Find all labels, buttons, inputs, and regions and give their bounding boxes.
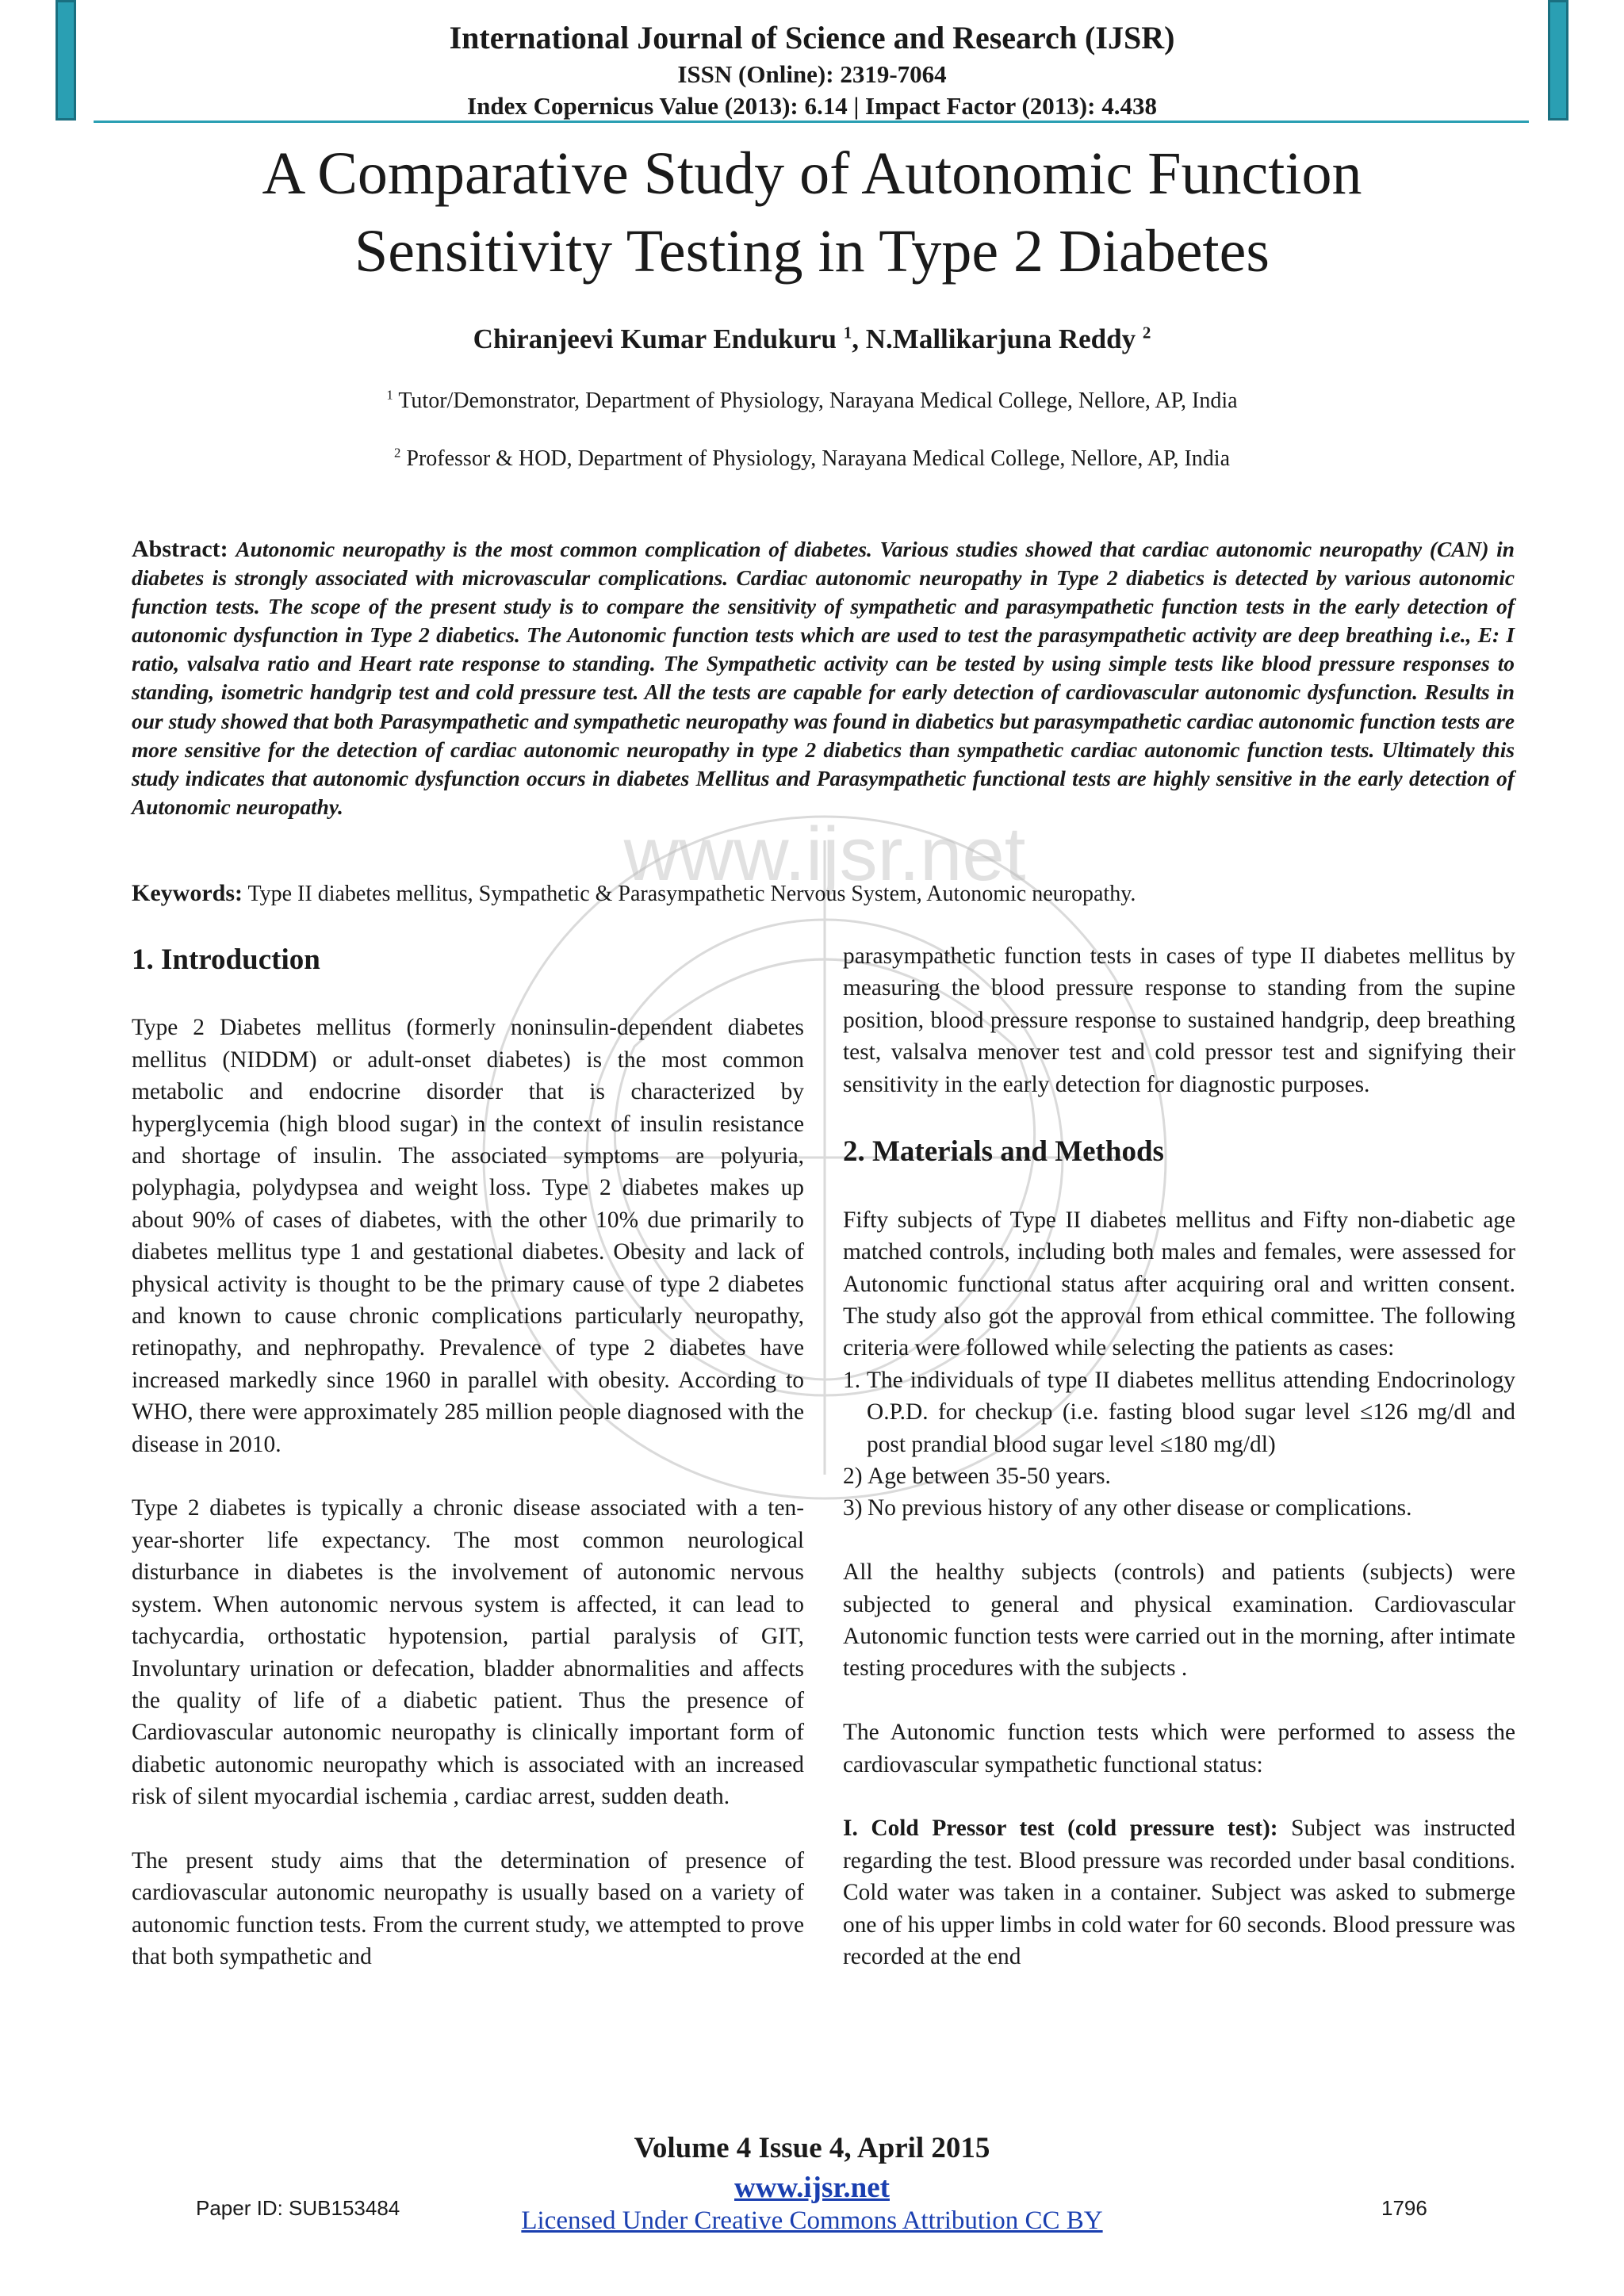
- author-list: [0, 323, 1624, 355]
- criteria-item-3-number: 3): [843, 1495, 863, 1521]
- abstract-text: Autonomic neuropathy is the most common complication of diabetes. Various studies showed that cardiac autonomic neuropathy (CAN) in diabetes is strongly associated with microvascular complications. Cardiac autonomic neuropathy in Type 2 diabetics is detected by various autonomic function tests. The scope of the present study is to compare the sensitivity of sympathetic and parasympathetic function tests in the early detection of autonomic dysfunction in Type 2 diabetics. The Autonomic function tests which are used to test the parasympathetic activity are deep breathing i.e., E: I ratio, valsalva ratio and Heart rate response to standing. The Sympathetic activity can be tested by using simple tests like blood pressure responses to standing, isometric handgrip test and cold pressure test. All the tests are capable for early detection of cardiovascular autonomic dysfunction. Results in our study showed that both Parasympathetic and sympathetic neuropathy was found in diabetics but parasympathetic cardiac autonomic function tests are more sensitive for the detection of cardiac autonomic neuropathy in type 2 diabetics than sympathetic cardiac autonomic function tests. Ultimately this study indicates that autonomic dysfunction occurs in diabetes Mellitus and Parasympathetic functional tests are highly sensitive in the early detection of Autonomic neuropathy.: [132, 538, 1515, 819]
- abstract: [132, 535, 1515, 821]
- affiliation-1: [0, 388, 1624, 414]
- footer-journal-link[interactable]: www.ijsr.net: [734, 2172, 890, 2204]
- journal-index: Index Copernicus Value (2013): 6.14 | Impact Factor (2013): 4.438: [467, 92, 1157, 120]
- methods-paragraph-2: All the healthy subjects (controls) and patients (subjects) were subjected to general and physical examination. Cardiovascular Autonomic function tests were carried out in the morning, after intimate testing procedures with the subjects .: [843, 1559, 1515, 1682]
- intro-paragraph-1: Type 2 Diabetes mellitus (formerly noninsulin-dependent diabetes mellitus (NIDDM) or adult-onset diabetes) is the most common metabolic and endocrine disorder that is characterized by hyperglycemia (high blood sugar) in the context of insulin resistance and shortage of insulin. The associated symptoms are polyuria, polyphagia, polydypsea and weight loss. Type 2 diabetes makes up about 90% of cases of diabetes, with the other 10% due primarily to diabetes mellitus type 1 and gestational diabetes. Obesity and lack of physical activity is thought to be the primary cause of type 2 diabetes and known to cause chronic complications particularly neuropathy, retinopathy, and nephropathy. Prevalence of type 2 diabetes have increased markedly since 1960 in parallel with obesity. According to WHO, there were approximately 285 million people diagnosed with the disease in 2010.: [132, 1015, 804, 1457]
- keywords-label: Keywords:: [132, 880, 243, 906]
- watermark-text: www.ijsr.net: [623, 812, 1026, 897]
- criteria-item-3: [843, 1492, 1515, 1524]
- author-2: N.Mallikarjuna Reddy: [865, 323, 1136, 354]
- intro-paragraph-3: The present study aims that the determination of presence of cardiovascular autonomic neuropathy is usually based on a variety of autonomic function tests. From the current study, we attempted to prove that both sympathetic and: [132, 1847, 804, 1970]
- affiliation-2-text: Professor & HOD, Department of Physiology, Narayana Medical College, Nellore, AP, India: [406, 446, 1230, 471]
- footer-license-link[interactable]: Licensed Under Creative Commons Attribution CC BY: [521, 2206, 1103, 2235]
- author-2-affiliation-mark: 2: [1142, 323, 1151, 342]
- methods-paragraph-3: The Autonomic function tests which were performed to assess the cardiovascular sympathetic functional status:: [843, 1720, 1515, 1777]
- paper-title-line-2: Sensitivity Testing in Type 2 Diabetes: [354, 218, 1270, 285]
- affiliation-1-text: Tutor/Demonstrator, Department of Physiology, Narayana Medical College, Nellore, AP, India: [398, 388, 1238, 413]
- criteria-item-1-number: 1.: [843, 1367, 861, 1393]
- criteria-item-2-number: 2): [843, 1464, 863, 1490]
- right-column: [843, 940, 1515, 1973]
- cold-pressor-test: [843, 1812, 1515, 1973]
- criteria-item-3-text: No previous history of any other disease or complications.: [868, 1495, 1412, 1521]
- abstract-label: Abstract:: [132, 536, 228, 562]
- author-1: Chiranjeevi Kumar Endukuru: [473, 323, 837, 354]
- intro-paragraph-2: Type 2 diabetes is typically a chronic disease associated with a ten-year-shorter life expectancy. The most common neurological disturbance in diabetes is the involvement of autonomic nervous system. When autonomic nervous system is affected, it can lead to tachycardia, orthostatic hypotension, partial paralysis of GIT, Involuntary urination or defecation, bladder abnormalities and affects the quality of life of a diabetic patient. Thus the presence of Cardiovascular autonomic neuropathy is clinically important form of diabetic autonomic neuropathy which is associated with an increased risk of silent myocardial ischemia , cardiac arrest, sudden death.: [132, 1495, 804, 1810]
- criteria-item-1-text: The individuals of type II diabetes mellitus attending Endocrinology O.P.D. for checkup (i.e. fasting blood sugar level ≤126 mg/dl and post prandial blood sugar level ≤180 mg/dl): [867, 1367, 1515, 1457]
- affiliation-2-mark: 2: [393, 445, 401, 461]
- criteria-item-1: [843, 1364, 1515, 1460]
- paper-title: [0, 135, 1624, 290]
- cold-pressor-test-label: I. Cold Pressor test (cold pressure test):: [843, 1816, 1278, 1842]
- header-rule: [94, 121, 1529, 123]
- journal-issn: ISSN (Online): 2319-7064: [677, 60, 947, 88]
- paper-title-line-1: A Comparative Study of Autonomic Function: [262, 140, 1362, 207]
- footer-page-number: 1796: [1381, 2196, 1427, 2220]
- methods-heading: 2. Materials and Methods: [843, 1135, 1164, 1169]
- footer-volume: Volume 4 Issue 4, April 2015: [634, 2132, 990, 2164]
- left-column: [132, 940, 804, 1973]
- criteria-item-2-text: Age between 35-50 years.: [868, 1464, 1111, 1490]
- intro-paragraph-3-continued: parasympathetic function tests in cases of type II diabetes mellitus by measuring the blood pressure response to standing from the supine position, blood pressure response to sustained handgrip, deep breathing test, valsalva menover test and cold pressor test and signifying their sensitivity in the early detection for diagnostic purposes.: [843, 943, 1515, 1097]
- criteria-item-2: [843, 1460, 1515, 1492]
- author-separator: ,: [852, 323, 866, 354]
- cold-pressor-test-text: Subject was instructed regarding the test. Blood pressure was recorded under basal conditions. Cold water was taken in a container. Subject was asked to submerge one of his upper limbs in cold water for 60 seconds. Blood pressure was recorded at the end: [843, 1816, 1515, 1970]
- methods-paragraph-1: Fifty subjects of Type II diabetes mellitus and Fifty non-diabetic age matched controls, including both males and females, were assessed for Autonomic functional status after acquiring oral and written consent. The study also got the approval from ethical committee. The following criteria were followed while selecting the patients as cases:: [843, 1207, 1515, 1361]
- affiliation-2: [0, 446, 1624, 472]
- journal-title: International Journal of Science and Research (IJSR): [449, 20, 1175, 55]
- keywords: [132, 880, 1515, 907]
- affiliation-1-mark: 1: [386, 387, 393, 403]
- intro-heading: 1. Introduction: [132, 943, 320, 976]
- keywords-text: Type II diabetes mellitus, Sympathetic & Parasympathetic Nervous System, Autonomic neuropathy.: [247, 882, 1136, 906]
- footer-paper-id: Paper ID: SUB153484: [196, 2196, 400, 2220]
- author-1-affiliation-mark: 1: [843, 323, 852, 342]
